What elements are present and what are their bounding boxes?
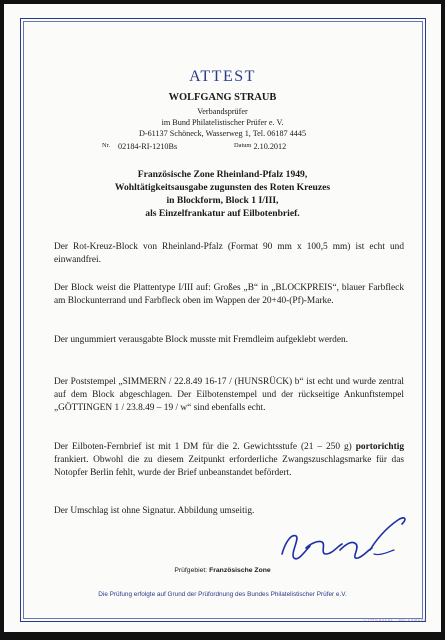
paragraph-gum: Der ungummiert verausgabte Block musste mit Fremdleim aufgeklebt werden. (54, 335, 348, 345)
certificate-date (234, 142, 286, 151)
certificate-page (4, 4, 441, 632)
paragraph-cover: Der Umschlag ist ohne Signatur. Abbildung umseitig. (54, 506, 255, 516)
nr-value: 02184-RI-1210Bs (118, 142, 178, 151)
heading-line-4: als Einzelfrankatur auf Eilbotenbrief. (145, 208, 300, 219)
handwritten-signature (276, 510, 416, 570)
footer-note: Die Prüfung erfolgte auf Grund der Prüfordnung des Bundes Philatelistischer Prüfer e.V. (98, 591, 347, 598)
postage-text-1: Der Eilboten-Fernbrief ist mit 1 DM für die 2. Gewichtsstufe (21 – 250 g) (54, 442, 356, 452)
certificate-title: ATTEST (189, 68, 256, 85)
expert-role: Verbandsprüfer (197, 107, 248, 116)
paragraph-postage (54, 441, 404, 479)
heading-line-3: in Blockform, Block 1 I/III, (166, 195, 279, 206)
paragraph-plate-type: Der Block weist die Plattentype I/III auf: Großes „B“ in „BLOCKPREIS“, blauer Farbfleck am Blockunterrand und Farbfleck oben im Wappen der 20+40-(Pf)-Marke. (54, 283, 404, 306)
date-value: 2.10.2012 (253, 142, 287, 151)
paragraph-authenticity: Der Rot-Kreuz-Block von Rheinland-Pfalz (Format 90 mm x 100,5 mm) ist echt und einwandfrei. (54, 242, 404, 265)
heading (4, 168, 441, 220)
paragraph-postmarks: Der Poststempel „SIMMERN / 22.8.49 16-17 / (HUNSRÜCK) b“ ist echt und wurde zentral auf dem Block abgeschlagen. Der Eilbotenstempel und der rückseitige Ankunftstempel „GÖTTINGEN 1 / 23.8.49 – 19 / w“ sind ebenfalls echt. (54, 377, 404, 413)
fineprint: © PHILASEAL · WATERMARK (363, 618, 427, 622)
heading-line-1: Französische Zone Rheinland-Pfalz 1949, (137, 169, 308, 180)
expert-association: im Bund Philatelistischer Prüfer e. V. (161, 118, 284, 127)
date-label: Datum (234, 142, 252, 149)
certificate-number (102, 142, 177, 151)
examination-field-label: Prüfgebiet: (174, 567, 210, 574)
nr-label: Nr. (102, 142, 110, 149)
expert-address: D-61137 Schöneck, Wasserweg 1, Tel. 06187 4445 (138, 129, 307, 138)
postage-text-2: frankiert. Obwohl die zu diesem Zeitpunkt erforderliche Zwangszuschlagsmarke für das Notopfer Berlin fehlt, wurde der Brief unbeanstandet befördert. (54, 454, 404, 478)
postage-correct: portorichtig (355, 442, 404, 452)
heading-line-2: Wohltätigkeitsausgabe zugunsten des Roten Kreuzes (114, 182, 331, 193)
expert-name: WOLFGANG STRAUB (168, 92, 277, 103)
examination-field (4, 567, 441, 574)
examination-field-value: Französische Zone (209, 567, 271, 574)
